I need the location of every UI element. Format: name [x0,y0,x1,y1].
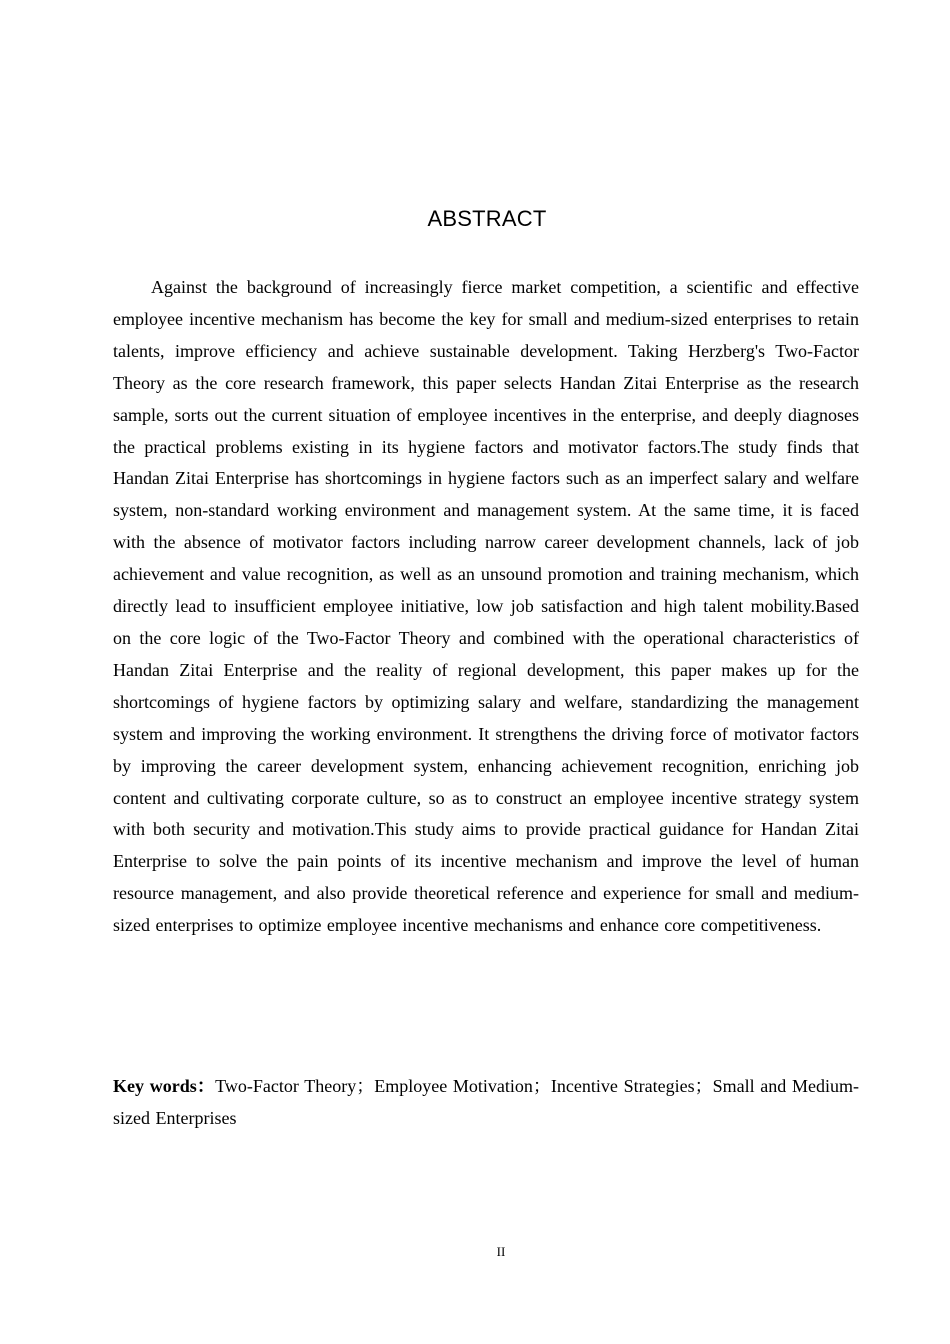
keywords-label: Key words： [113,1076,216,1096]
abstract-heading: ABSTRACT [427,206,547,231]
keywords-list: Two-Factor Theory；Employee Motivation；Incentive Strategies；Small and Medium-sized Enterprises [113,1076,859,1128]
keywords-section [113,1070,859,1134]
abstract-paragraph: Against the background of increasingly fierce market competition, a scientific and effective employee incentive mechanism has become the key for small and medium-sized enterprises to retain talents, improve efficiency and achieve sustainable development. Taking Herzberg's Two-Factor Theory as the core research framework, this paper selects Handan Zitai Enterprise as the research sample, sorts out the current situation of employee incentives in the enterprise, and deeply diagnoses the practical problems existing in its hygiene factors and motivator factors.The study finds that Handan Zitai Enterprise has shortcomings in hygiene factors such as an imperfect salary and welfare system, non-standard working environment and management system. At the same time, it is faced with the absence of motivator factors including narrow career development channels, lack of job achievement and value recognition, as well as an unsound promotion and training mechanism, which directly lead to insufficient employee initiative, low job satisfaction and high talent mobility.Based on the core logic of the Two-Factor Theory and combined with the operational characteristics of Handan Zitai Enterprise and the reality of regional development, this paper makes up for the shortcomings of hygiene factors by optimizing salary and welfare, standardizing the management system and improving the working environment. It strengthens the driving force of motivator factors by improving the career development system, enhancing achievement recognition, enriching job content and cultivating corporate culture, so as to construct an employee incentive strategy system with both security and motivation.This study aims to provide practical guidance for Handan Zitai Enterprise to solve the pain points of its incentive mechanism and improve the level of human resource management, and also provide theoretical reference and experience for small and medium-sized enterprises to optimize employee incentive mechanisms and enhance core competitiveness. [113,277,859,936]
page-number: II [496,1244,506,1259]
